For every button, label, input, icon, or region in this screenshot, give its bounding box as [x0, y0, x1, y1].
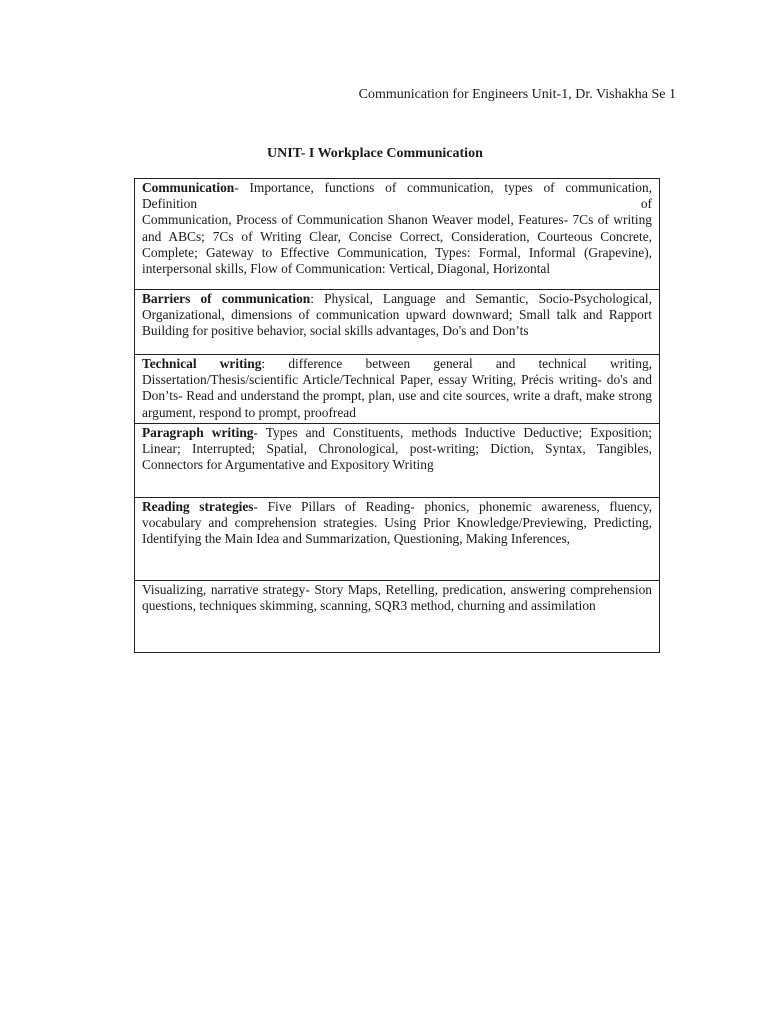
- topic-text: - Types and Constituents, methods Inductive Deductive; Exposition; Linear; Interrupted; Spatial, Chronological, post-writing; Diction, Syntax, Tangibles, Connectors for Argumentative and Expository Writing: [142, 424, 652, 473]
- topic-text: : difference between general and technical writing, Dissertation/Thesis/scientific Article/Technical Paper, essay Writing, Précis writing- do's and Don’ts- Read and understand the prompt, plan, use and cite sources, write a draft, make strong argument, respond to prompt, proofread: [142, 356, 652, 420]
- syllabus-cell-visualizing: [135, 580, 660, 652]
- table-row: [135, 355, 660, 424]
- page-header: Communication for Engineers Unit-1, Dr. Vishakha Se 1: [358, 87, 676, 102]
- syllabus-cell-technical-writing: [135, 355, 660, 424]
- table-row: [135, 497, 660, 580]
- syllabus-table: [134, 178, 660, 653]
- syllabus-cell-reading-strategies: [135, 497, 660, 580]
- table-row: [135, 179, 660, 290]
- topic-heading: Technical writing: [142, 356, 262, 371]
- table-row: [135, 423, 660, 497]
- topic-text: : Physical, Language and Semantic, Socio-Psychological, Organizational, dimensions of communication upward downward; Small talk and Rapport Building for positive behavior, social skills advantages, Do's and Don’ts: [142, 291, 652, 339]
- table-row: [135, 290, 660, 355]
- topic-text: - Five Pillars of Reading- phonics, phonemic awareness, fluency, vocabulary and comprehension strategies. Using Prior Knowledge/Previewing, Predicting, Identifying the Main Idea and Summarization, Questioning, Making Inferences,: [142, 498, 652, 547]
- syllabus-cell-barriers: [135, 290, 660, 355]
- first-line: [142, 180, 652, 212]
- syllabus-cell-communication: [135, 179, 660, 290]
- topic-heading: Paragraph writing: [142, 424, 254, 440]
- unit-title: UNIT- I Workplace Communication: [267, 146, 483, 161]
- topic-heading: Barriers of communication: [142, 291, 311, 306]
- topic-intro-text: - Importance, functions of communication, types of communication, Definition of: [142, 180, 652, 212]
- topic-heading: Communication: [142, 180, 235, 195]
- topic-text: Visualizing, narrative strategy- Story Maps, Retelling, predication, answering comprehension questions, techniques skimming, scanning, SQR3 method, churning and assimilation: [142, 581, 652, 614]
- topic-heading: Reading strategies: [142, 498, 254, 514]
- topic-text: Communication, Process of Communication Shanon Weaver model, Features- 7Cs of writing and ABCs; 7Cs of Writing Clear, Concise Correct, Consideration, Courteous Concrete, Complete; Gateway to Effective Communication, Types: Formal, Informal (Grapevine), interpersonal skills, Flow of Communication: Vertical, Diagonal, Horizontal: [142, 212, 652, 277]
- table-row: [135, 580, 660, 652]
- syllabus-cell-paragraph-writing: [135, 423, 660, 497]
